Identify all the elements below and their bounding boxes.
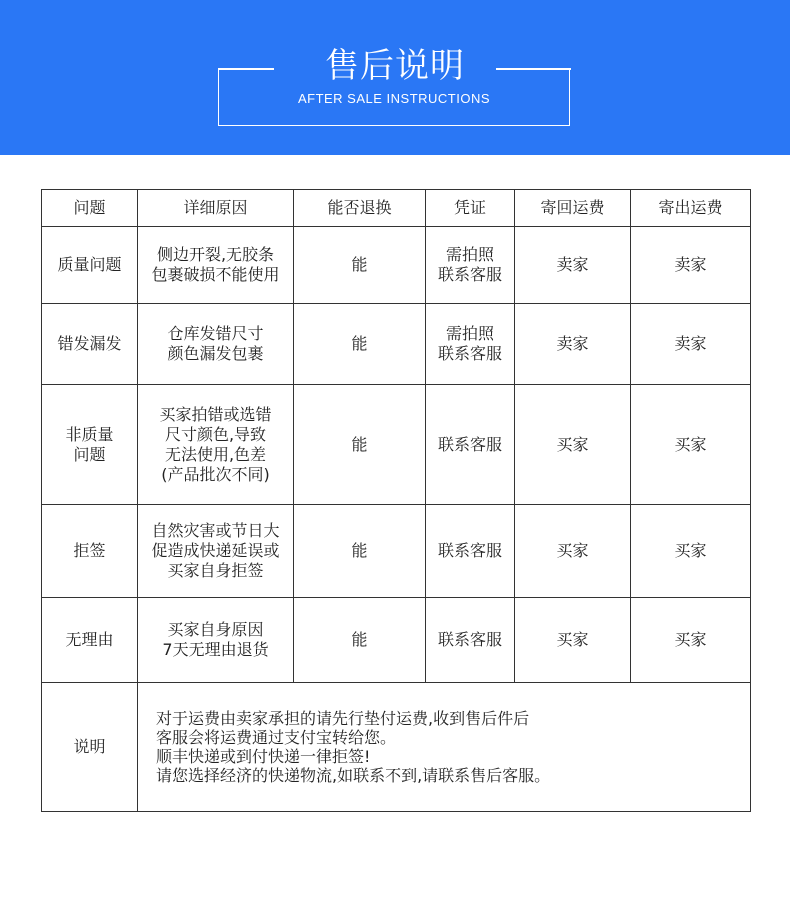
reason-line: 促造成快递延误或 <box>151 541 280 560</box>
note-content-cell <box>138 683 751 812</box>
reason-line: 侧边开裂,无胶条 <box>156 245 275 264</box>
note-line: 请您选择经济的快递物流,如联系不到,请联系售后客服。 <box>156 766 551 785</box>
return-fee-cell: 卖家 <box>515 227 631 304</box>
exchangeable-cell: 能 <box>294 385 426 505</box>
proof-cell <box>426 227 515 304</box>
proof-cell: 联系客服 <box>426 598 515 683</box>
issue-line: 问题 <box>73 444 106 464</box>
reason-line: 自然灾害或节日大 <box>151 521 280 540</box>
note-line: 客服会将运费通过支付宝转给您。 <box>156 728 397 747</box>
reason-cell <box>138 598 294 683</box>
table-row <box>42 227 751 304</box>
reason-line: 7天无理由退货 <box>162 640 269 659</box>
column-header-return-fee: 寄回运费 <box>515 190 631 227</box>
note-line: 对于运费由卖家承担的请先行垫付运费,收到售后件后 <box>156 709 530 728</box>
proof-cell <box>426 304 515 385</box>
reason-cell <box>138 505 294 598</box>
table-row <box>42 598 751 683</box>
reason-line: 仓库发错尺寸 <box>167 324 264 343</box>
column-header-exchangeable: 能否退换 <box>294 190 426 227</box>
reason-cell <box>138 304 294 385</box>
return-fee-cell: 买家 <box>515 385 631 505</box>
issue-line: 非质量 <box>65 424 114 444</box>
after-sale-table <box>41 189 751 812</box>
column-header-proof: 凭证 <box>426 190 515 227</box>
proof-line: 需拍照 <box>445 324 494 343</box>
reason-cell <box>138 385 294 505</box>
exchangeable-cell: 能 <box>294 505 426 598</box>
reason-line: 买家拍错或选错 <box>159 404 272 424</box>
ship-fee-cell: 卖家 <box>631 304 751 385</box>
reason-line: 买家自身拒签 <box>167 561 264 580</box>
issue-cell <box>42 385 138 505</box>
reason-line: 包裹破损不能使用 <box>151 265 280 284</box>
note-row <box>42 683 751 812</box>
note-label-cell: 说明 <box>42 683 138 812</box>
ship-fee-cell: 买家 <box>631 505 751 598</box>
reason-line: 颜色漏发包裹 <box>167 344 264 363</box>
proof-cell: 联系客服 <box>426 505 515 598</box>
exchangeable-cell: 能 <box>294 227 426 304</box>
page-title: 售后说明 <box>325 46 465 86</box>
column-header-issue: 问题 <box>42 190 138 227</box>
issue-cell: 错发漏发 <box>42 304 138 385</box>
ship-fee-cell: 卖家 <box>631 227 751 304</box>
table-header-row <box>42 190 751 227</box>
exchangeable-cell: 能 <box>294 598 426 683</box>
table-row <box>42 385 751 505</box>
proof-line: 联系客服 <box>437 265 502 284</box>
reason-line: 买家自身原因 <box>167 620 264 639</box>
issue-cell: 质量问题 <box>42 227 138 304</box>
proof-line: 需拍照 <box>445 245 494 264</box>
return-fee-cell: 买家 <box>515 598 631 683</box>
return-fee-cell: 卖家 <box>515 304 631 385</box>
reason-line: (产品批次不同) <box>161 464 270 484</box>
page-subtitle: AFTER SALE INSTRUCTIONS <box>297 91 491 106</box>
reason-cell <box>138 227 294 304</box>
table-row <box>42 304 751 385</box>
issue-cell: 无理由 <box>42 598 138 683</box>
reason-line: 尺寸颜色,导致 <box>164 424 267 444</box>
ship-fee-cell: 买家 <box>631 598 751 683</box>
ship-fee-cell: 买家 <box>631 385 751 505</box>
proof-cell: 联系客服 <box>426 385 515 505</box>
table-row <box>42 505 751 598</box>
issue-cell: 拒签 <box>42 505 138 598</box>
proof-line: 联系客服 <box>437 344 502 363</box>
reason-line: 无法使用,色差 <box>164 444 267 464</box>
note-line: 顺丰快递或到付快递一律拒签! <box>156 747 371 766</box>
exchangeable-cell: 能 <box>294 304 426 385</box>
return-fee-cell: 买家 <box>515 505 631 598</box>
column-header-reason: 详细原因 <box>138 190 294 227</box>
column-header-ship-fee: 寄出运费 <box>631 190 751 227</box>
